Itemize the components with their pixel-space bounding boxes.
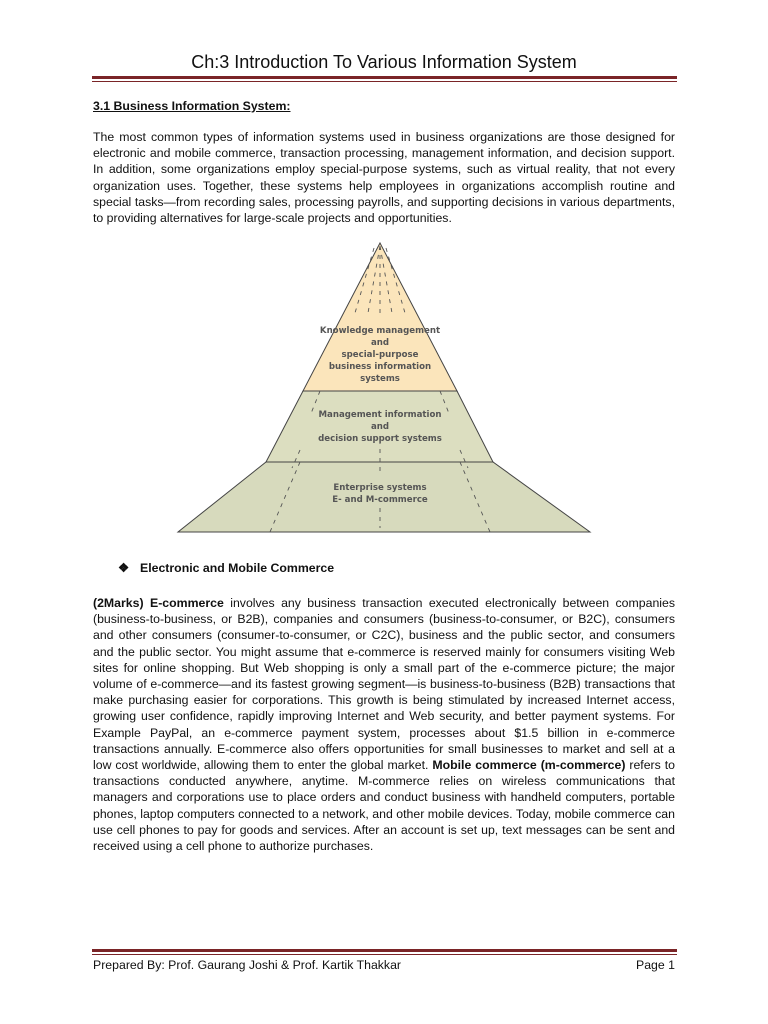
pyramid-top-label-2: and xyxy=(370,338,390,348)
pyramid-bottom-label-1: Enterprise systems xyxy=(333,483,427,493)
mcommerce-text: refers to transactions conducted anywhere, anytime. M-commerce relies on wireless communications that managers and corporations use to place orders and conduct business with handheld computers, portable phones, laptop computers connected to a network, and other mobile devices. Today, mobile commerce can use cell phones to pay for goods and services. After an account is set up, text messages can be sent and received using a cell phone to authorize purchases. xyxy=(93,758,675,854)
section-heading: 3.1 Business Information System: xyxy=(93,99,291,113)
footer-rule xyxy=(92,949,677,952)
ecommerce-text: involves any business transaction executed electronically between companies (business-to-business, or B2B), companies and consumers (business-to-consumer, or B2C), consumers and other consumers (consumer-to-consumer, or C2C), business and the public sector, and consumers and the public sector. You might assume that e-commerce is reserved mainly for consumers visiting Web sites for online shopping. But Web shopping is only a small part of the e-commerce picture; the major volume of e-commerce—and its fastest growing segment—is business-to-business (B2B) transactions that make purchasing easier for corporations. This growth is being stimulated by increased Internet access, growing user confidence, rapidly improving Internet and Web security, and better payment systems. For Example PayPal, an e-commerce payment system, processes about $1.5 billion in e-commerce transactions annually. E-commerce also offers opportunities for small businesses to market and sell at a low cost worldwide, allowing them to enter the global market. xyxy=(93,596,675,773)
bullet-heading-text: Electronic and Mobile Commerce xyxy=(140,561,335,575)
pyramid-top-label-5: systems xyxy=(360,374,400,384)
page-header-title: Ch:3 Introduction To Various Information System xyxy=(191,52,577,72)
pyramid-middle-label-2: and xyxy=(370,422,390,432)
footer-rule-thin xyxy=(92,954,677,955)
intro-paragraph: The most common types of information systems used in business organizations are those designed for electronic and mobile commerce, transaction processing, management information, and decision support. In addition, some organizations employ special-purpose systems, such as virtual reality, that not every organization uses. Together, these systems help employees in organizations accomplish routine and special tasks—from recording sales, processing payrolls, and supporting decisions in various departments, to providing alternatives for large-scale projects and opportunities. xyxy=(93,130,675,226)
pyramid-middle-label-1: Management information xyxy=(318,410,442,420)
ecommerce-lead-term: (2Marks) E-commerce xyxy=(93,596,224,610)
pyramid-top-label-1: Knowledge management xyxy=(319,326,441,336)
footer-page-number: Page 1 xyxy=(636,958,675,972)
footer-author: Prepared By: Prof. Gaurang Joshi & Prof. Kartik Thakkar xyxy=(93,958,402,972)
information-systems-pyramid xyxy=(170,238,594,536)
bullet-heading xyxy=(118,561,334,575)
ecommerce-paragraph xyxy=(93,595,675,854)
pyramid-bottom-label-2: E- and M-commerce xyxy=(332,495,428,505)
pyramid-top-label-3: special-purpose xyxy=(341,350,419,360)
diamond-bullet-icon: ❖ xyxy=(118,561,130,575)
header-rule-thin xyxy=(92,81,677,82)
pyramid-top-label-4: business information xyxy=(328,362,432,372)
mcommerce-term: Mobile commerce (m-commerce) xyxy=(432,758,626,773)
pyramid-middle-label-3: decision support systems xyxy=(318,434,442,444)
header-rule xyxy=(92,76,677,79)
